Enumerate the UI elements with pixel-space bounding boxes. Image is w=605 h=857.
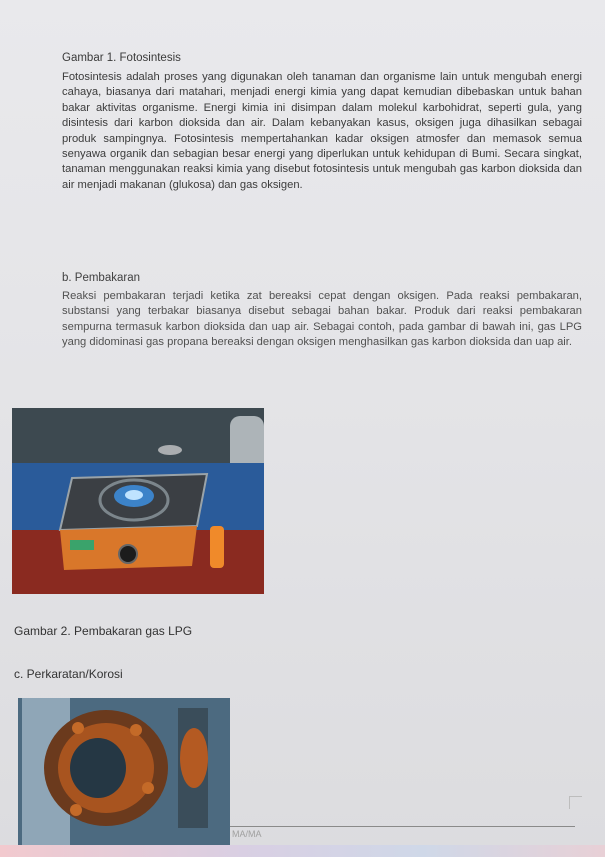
page-corner-mark: [569, 796, 582, 809]
lighter: [210, 526, 224, 568]
rusted-pipe-photo: [18, 698, 230, 845]
bowl: [158, 445, 182, 455]
footer-rule: [230, 826, 575, 827]
footer-page-mark: MA/MA: [232, 829, 262, 839]
section-b-heading: b. Pembakaran: [62, 272, 140, 284]
page-bottom-edge: [0, 845, 605, 857]
bolt: [72, 722, 84, 734]
bolt: [130, 724, 142, 736]
figure-1-caption: Gambar 1. Fotosintesis: [62, 52, 181, 64]
rusted-pipe-illustration: [18, 698, 230, 845]
stove-label: [70, 540, 94, 550]
lpg-stove-photo: [12, 408, 264, 594]
bolt: [142, 782, 154, 794]
section-c-heading: c. Perkaratan/Korosi: [14, 667, 123, 681]
flange-center: [70, 738, 126, 798]
control-knob: [119, 545, 137, 563]
figure-2-caption: Gambar 2. Pembakaran gas LPG: [14, 624, 193, 638]
combustion-paragraph: Reaksi pembakaran terjadi ketika zat bereaksi cepat dengan oksigen. Pada reaksi pembakaran, substansi yang terbakar biasanya disebut sebagai bahan bakar. Produk dari reaksi pembakaran sempurna termasuk karbon dioksida dan uap air. Sebagai contoh, pada gambar di bawah ini, gas LPG yang didominasi gas propana bereaksi dengan oksigen menghasilkan gas karbon dioksida dan uap air.: [62, 290, 582, 349]
flame-core: [125, 490, 143, 500]
lpg-stove-illustration: [12, 408, 264, 594]
right-rust: [180, 728, 208, 788]
bolt: [70, 804, 82, 816]
photosynthesis-paragraph: Fotosintesis adalah proses yang digunakan oleh tanaman dan organisme lain untuk mengubah energi cahaya, biasanya dari matahari, menjadi energi kimia yang dapat kemudian dibebaskan untuk bahan bakar aktivitas organisme. Energi kimia ini disimpan dalam molekul karbohidrat, seperti gula, yang disintesis dari karbon dioksida dan air. Dalam kebanyakan kasus, oksigen juga dihasilkan sebagai produk sampingnya. Fotosintesis mempertahankan kadar oksigen atmosfer dan memasok semua senyawa organik dan sebagian besar energi yang diperlukan untuk kehidupan di Bumi. Secara singkat, tanaman menggunakan reaksi kimia yang disebut fotosintesis untuk mengubah gas karbon dioksida dan air menjadi makanan (glukosa) dan gas oksigen.: [62, 71, 582, 191]
